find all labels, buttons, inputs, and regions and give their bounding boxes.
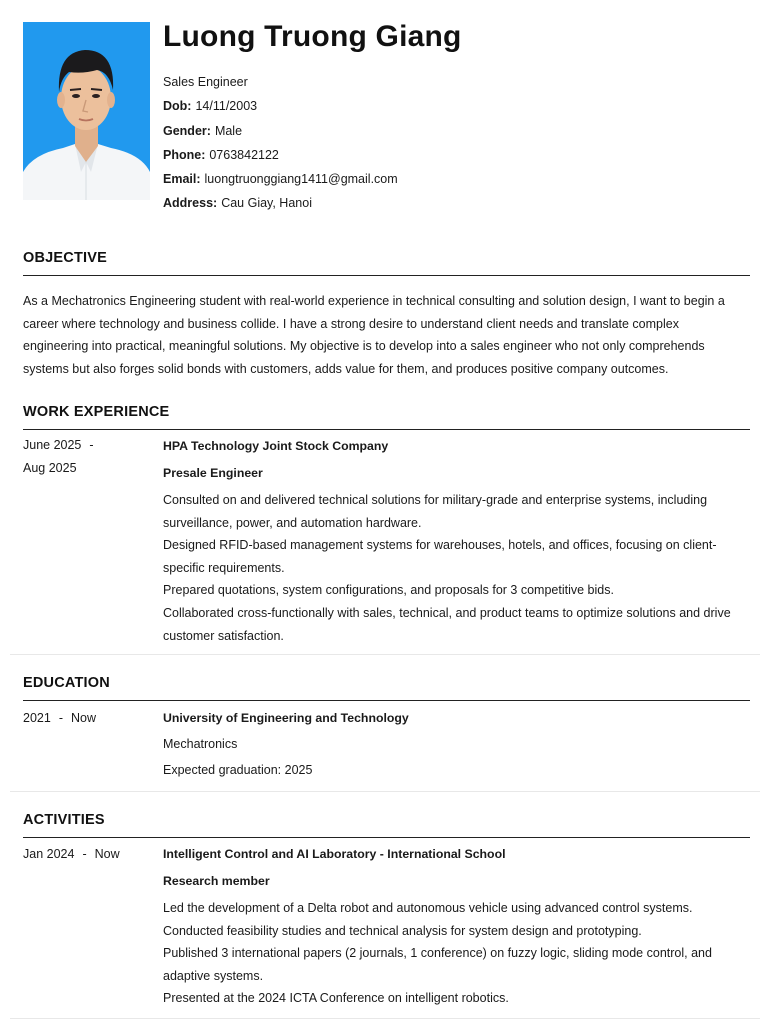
gender-line [163,121,398,145]
education-end-divider [10,791,760,792]
education-divider [23,700,750,701]
education-school: University of Engineering and Technology [163,711,409,725]
objective-heading: OBJECTIVE [23,250,107,266]
education-graduation: Expected graduation: 2025 [163,763,313,777]
dob-label: Dob: [163,99,192,114]
gender-label: Gender: [163,123,211,138]
education-end-date: Now [70,711,96,725]
dob-value: 14/11/2003 [195,99,258,114]
activities-bullet: Published 3 international papers (2 journals, 1 conference) on fuzzy logic, sliding mode control, and adaptive systems. [163,946,712,983]
work-entry [163,436,748,647]
education-major: Mechatronics [163,737,238,751]
work-bullets [163,489,748,647]
education-date-range [23,707,96,730]
phone-label: Phone: [163,147,206,162]
activities-start-date: Jan 2024 [23,847,75,861]
activities-org: Intelligent Control and AI Laboratory - International School [163,847,506,861]
work-bullet: Collaborated cross-functionally with sales, technical, and product teams to optimize solutions and drive customer satisfaction. [163,605,731,643]
gender-value: Male [214,123,243,138]
job-title: Sales Engineer [163,75,248,89]
work-date-range [23,434,102,480]
work-date-dash: - [89,438,94,452]
activities-end-date: Now [94,847,120,861]
email-value: luongtruonggiang1411@gmail.com [204,172,398,187]
education-start-date: 2021 [23,711,51,725]
work-divider [23,429,750,430]
work-heading: WORK EXPERIENCE [23,404,170,420]
phone-value: 0763842122 [209,147,279,162]
activities-bullet: Presented at the 2024 ICTA Conference on intelligent robotics. [163,991,509,1006]
email-label: Email: [163,172,201,187]
candidate-name: Luong Truong Giang [163,20,462,53]
activities-divider [23,837,750,838]
contact-info [163,72,398,218]
address-value: Cau Giay, Hanoi [221,196,312,211]
activities-bullets [163,897,748,1010]
activities-role: Research member [163,874,270,888]
activities-heading: ACTIVITIES [23,812,105,828]
activities-bullet: Conducted feasibility studies and technical analysis for system design and prototyping. [163,923,642,938]
activities-end-divider [10,1018,760,1019]
portrait-image [23,22,150,200]
activities-date-dash: - [82,847,87,861]
work-end-divider [10,654,760,655]
activities-entry [163,844,748,1010]
email-line [163,169,398,193]
education-heading: EDUCATION [23,675,110,691]
activities-date-range [23,843,120,866]
dob-line [163,96,398,120]
work-company: HPA Technology Joint Stock Company [163,439,389,453]
profile-photo [23,22,150,200]
education-entry [163,708,748,780]
work-start-date: June 2025 [23,438,82,452]
activities-bullet: Led the development of a Delta robot and autonomous vehicle using advanced control systems. [163,901,693,915]
objective-divider [23,275,750,276]
address-line [163,193,398,217]
work-bullet: Designed RFID-based management systems for warehouses, hotels, and offices, focusing on client-specific requirements. [163,538,717,575]
phone-line [163,145,398,169]
work-bullet: Prepared quotations, system configurations, and proposals for 3 competitive bids. [163,583,614,598]
education-date-dash: - [58,711,63,725]
work-bullet: Consulted on and delivered technical solutions for military-grade and enterprise systems, including surveillance, power, and automation hardware. [163,493,708,530]
address-label: Address: [163,196,218,211]
objective-text: As a Mechatronics Engineering student with real-world experience in technical consulting and solution design, I want to begin a career where technology and business collide. I have a strong desire to understand client needs and translate complex engineering into practical, meaningful solutions. My objective is to develop into a sales engineer who not only comprehends systems but also forges solid bonds with customers, adds value for them, and produces positive company outcomes. [23,294,725,376]
work-role: Presale Engineer [163,466,263,480]
work-end-date: Aug 2025 [23,461,77,475]
